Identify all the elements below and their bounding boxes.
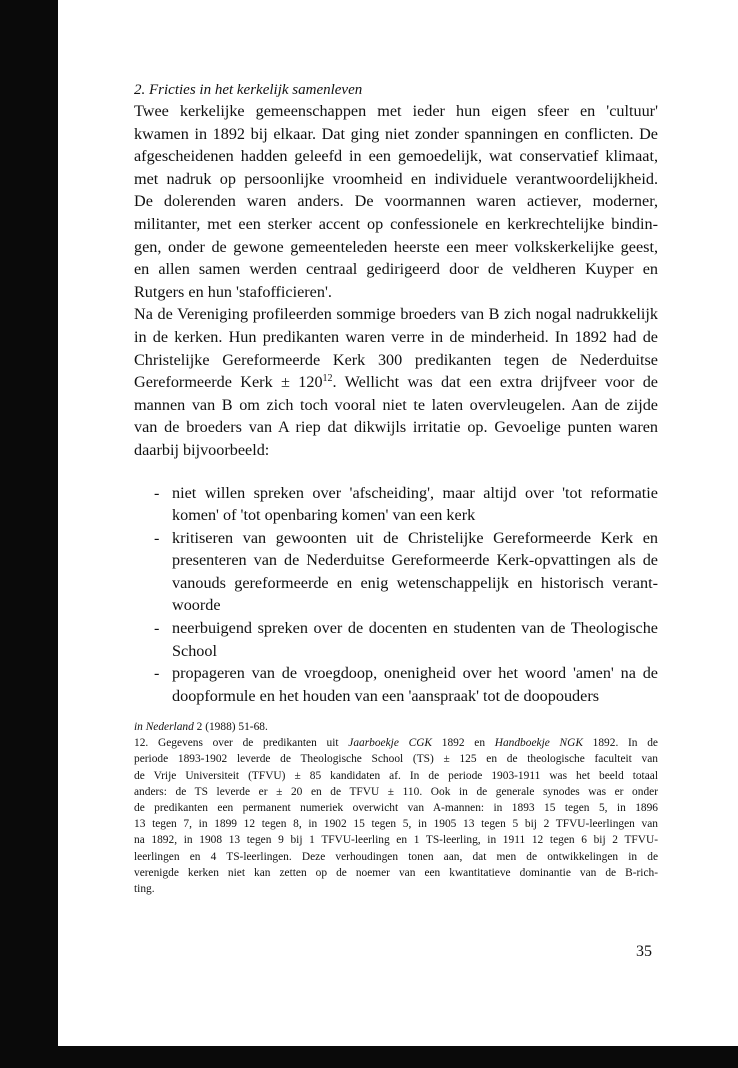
dash-marker: -: [154, 664, 160, 683]
dash-marker: -: [154, 619, 160, 638]
text-fragment: 12. Gegevens over de predikanten uit: [134, 737, 349, 750]
text-line: en allen samen werden centraal gedirigeerd door de veldheren Kuyper en: [134, 260, 658, 279]
text-fragment-italic: Handboekje NGK: [494, 737, 583, 750]
bullet-list: [134, 482, 658, 708]
dash-marker: -: [154, 528, 160, 547]
text-line: mannen van B om zich toch vooral niet te laten overvleugelen. Aan de zijde: [134, 395, 658, 414]
list-item: [134, 662, 658, 707]
text-line: kritiseren van gewoonten uit de Christelijke Gereformeerde Kerk en: [172, 528, 658, 547]
text-fragment-italic: Jaarboekje CGK: [348, 737, 433, 750]
text-line: Rutgers en hun 'stafofficieren'.: [134, 282, 332, 301]
text-line: gen, onder de gewone gemeenteleden heerste een meer volkskerkelijke geest,: [134, 237, 658, 256]
text-line: School: [172, 641, 217, 660]
text-line: kwamen in 1892 bij elkaar. Dat ging niet zonder spanningen en conflicten. De: [134, 124, 658, 143]
footnotes: [134, 719, 658, 897]
scan-border-left: [0, 0, 58, 1068]
text-line: in de kerken. Hun predikanten waren verre in de minderheid. In 1892 had de: [134, 327, 658, 346]
paragraph-1: [134, 100, 658, 303]
text-line: militanter, met een sterker accent op confessionele en kerkrechtelijke bindin-: [134, 214, 658, 233]
scan-border-bottom: [58, 1046, 738, 1068]
list-item: [134, 527, 658, 617]
text-fragment: 1892 en: [432, 737, 495, 750]
footnote-12: [134, 735, 658, 897]
text-line: periode 1893-1902 leverde de Theologische School (TS) ± 125 en de theologische faculteit van: [134, 753, 658, 766]
page-number: 35: [636, 943, 652, 960]
list-item: [134, 617, 658, 662]
footnote-ref-12[interactable]: 12: [322, 373, 333, 385]
text-line: De dolerenden waren anders. De voormannen waren actiever, moderner,: [134, 192, 658, 211]
text-fragment-italic: in Nederland: [134, 721, 194, 733]
paragraph-2: [134, 303, 658, 461]
text-line: woorde: [172, 596, 221, 615]
text-line: Twee kerkelijke gemeenschappen met ieder hun eigen sfeer en 'cultuur': [134, 102, 658, 120]
text-line: Christelijke Gereformeerde Kerk 300 predikanten tegen de Nederduitse: [134, 350, 658, 369]
text-line: afgescheidenen hadden geleefd in een gemoedelijk, wat conservatief klimaat,: [134, 147, 658, 166]
text-line: niet willen spreken over 'afscheiding', maar altijd over 'tot reformatie: [172, 483, 658, 502]
text-line: leerlingen en 4 TS-leerlingen. Deze verhoudingen tonen aan, dat men de ontwikkelingen in de: [134, 850, 658, 863]
text-line: presenteren van de Nederduitse Gereformeerde Kerk-opvattingen als de: [172, 551, 658, 570]
text-line: de predikanten een permanent numeriek overwicht van A-mannen: in 1893 15 tegen 5, in 1896: [134, 802, 658, 815]
text-fragment: . Wellicht was dat een extra drijfveer voor de: [332, 373, 658, 392]
text-fragment: 1892. In de: [582, 737, 658, 750]
text-line: propageren van de vroegdoop, onenigheid over het woord 'amen' na de: [172, 664, 658, 683]
text-line: anders: de TS leverde er ± 20 en de TFVU ± 110. Ook in de generale synodes was er onder: [134, 785, 658, 798]
text-line: van de broeders van A riep dat dikwijls irritatie op. Gevoelige punten waren: [134, 418, 658, 437]
text-line: na 1892, in 1908 13 tegen 9 bij 1 TFVU-leerling en 1 TS-leerling, in 1911 12 tegen 6 bij 2 TFVU-: [134, 834, 658, 847]
section-heading: 2. Fricties in het kerkelijk samenleven: [134, 82, 363, 98]
text-line: doopformule en het houden van een 'aanspraak' tot de doopouders: [172, 686, 600, 705]
list-item: [134, 482, 658, 527]
text-fragment: 2 (1988) 51-68.: [193, 721, 268, 733]
text-line: de Vrije Universiteit (TFVU) ± 85 kandidaten af. In de periode 1903-1911 was het beeld totaal: [134, 769, 658, 782]
text-line: neerbuigend spreken over de docenten en studenten van de Theologische: [172, 619, 658, 638]
text-line: komen' of 'tot openbaring komen' van een kerk: [172, 506, 476, 525]
text-line: [134, 735, 658, 751]
text-line: 13 tegen 7, in 1899 12 tegen 8, in 1902 15 tegen 5, in 1905 13 tegen 5 bij 2 TFVU-leerlingen van: [134, 818, 658, 831]
footnote-continuation: [134, 719, 658, 735]
text-line: ting.: [134, 883, 155, 896]
page-body: [134, 80, 658, 707]
text-line: verenigde kerken niet kan zetten op de noemer van een kwantitatieve dominantie van de B-rich-: [134, 866, 658, 879]
text-line: daarbij bijvoorbeeld:: [134, 440, 270, 459]
text-line: Na de Vereniging profileerden sommige broeders van B zich nogal nadrukkelijk: [134, 305, 658, 324]
text-line-with-note: [134, 371, 658, 394]
text-line: vanouds gereformeerde en enig wetenschappelijk en historisch verant-: [172, 573, 658, 592]
dash-marker: -: [154, 483, 160, 502]
text-fragment: Gereformeerde Kerk ± 120: [134, 373, 323, 392]
text-line: met nadruk op persoonlijke vroomheid en individuele verantwoordelijkheid.: [134, 169, 658, 188]
